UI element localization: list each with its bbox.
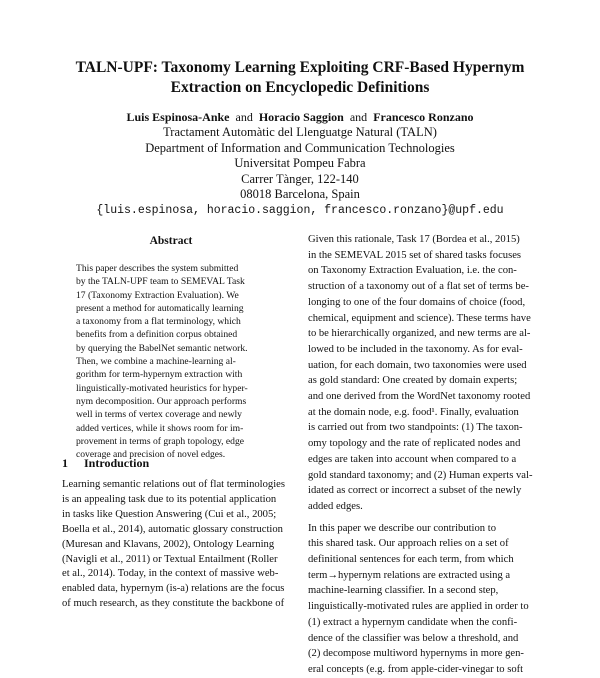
col2-para2-line: (2) decompose multiword hypernyms in more gen- — [308, 648, 524, 660]
author-3: Francesco Ronzano — [373, 110, 474, 124]
col2-para2-line: linguistically-motivated rules are applied in order to — [308, 601, 529, 613]
introduction-body — [62, 478, 290, 612]
col2-para1-line: longing to one of the four domains of choice (food, — [308, 296, 526, 308]
intro-line: enabled data, hypernym (is-a) relations are the focus — [62, 583, 285, 595]
section-heading-introduction — [62, 456, 149, 471]
col2-para1-line: added edges. — [308, 500, 363, 512]
affiliation-line: 08018 Barcelona, Spain — [240, 187, 360, 201]
intro-line: (Navigli et al., 2011) or Textual Entailment (Roller — [62, 553, 278, 565]
right-column-body — [308, 232, 540, 678]
affiliation-line: Universitat Pompeu Fabra — [234, 156, 366, 170]
abstract-line: This paper describes the system submitted — [76, 263, 239, 274]
abstract-line: Then, we combine a machine-learning al- — [76, 356, 236, 368]
section-title: Introduction — [84, 456, 150, 470]
col2-para1-line: lowed to be included in the taxonomy. As for eval- — [308, 343, 523, 355]
author-list — [60, 110, 540, 125]
col2-para1-line: as gold standard: One created by domain experts; — [308, 375, 518, 387]
author-separator-1: and — [235, 110, 253, 124]
author-2: Horacio Saggion — [258, 110, 344, 124]
title-line-2: Extraction on Encyclopedic Definitions — [170, 79, 430, 96]
col2-para1-line: at the domain node, e.g. food¹. Finally, evaluation — [308, 406, 519, 418]
abstract-line: well in terms of vertex coverage and newly — [76, 409, 242, 421]
affiliation-line: Department of Information and Communication Technologies — [145, 140, 455, 155]
abstract-line: added vertices, while it shows room for im- — [76, 422, 244, 434]
author-separator-2: and — [349, 110, 368, 124]
col2-para2-line: (1) extract a hypernym candidate when the confi- — [308, 616, 518, 628]
affiliation-line: Carrer Tànger, 122-140 — [241, 171, 359, 186]
affiliation-block — [60, 125, 540, 218]
abstract-line: 17 (Taxonomy Extraction Evaluation). We — [76, 289, 239, 301]
abstract-line: by querying the BabelNet semantic network. — [76, 342, 248, 354]
section-number: 1 — [62, 456, 68, 470]
abstract-line: nym decomposition. Our approach performs — [76, 395, 247, 407]
col2-para1-line: Given this rationale, Task 17 (Bordea et al., 2015) — [308, 234, 520, 245]
col2-para2-line: dence of the classifier was below a threshold, and — [308, 632, 519, 644]
intro-line: in tasks like Question Answering (Cui et al., 2005; — [62, 508, 277, 520]
col2-para1-line: edges are taken into account when compared to a — [308, 453, 517, 465]
col2-para1-line: omy topology and the rate of replicated nodes and — [308, 438, 521, 450]
intro-line: Boella et al., 2014), automatic glossary construction — [62, 523, 283, 535]
paper-title — [60, 58, 540, 98]
author-1: Luis Espinosa-Anke — [126, 110, 230, 124]
col2-para1-line: on Taxonomy Extraction Evaluation, i.e. the con- — [308, 265, 517, 277]
abstract-line: by the TALN-UPF team to SEMEVAL Task — [76, 276, 245, 288]
col2-para1-line: gold standard taxonomy; and (2) Human experts val- — [308, 469, 533, 481]
col2-para1-line: chemical, equipment and science). These terms have — [308, 312, 531, 324]
abstract-body — [76, 262, 272, 461]
abstract-line: provement in terms of graph topology, edge — [76, 435, 245, 447]
col2-para1-line: and one derived from the WordNet taxonomy rooted — [308, 391, 531, 403]
abstract-heading: Abstract — [149, 235, 193, 247]
col2-para1-line: idated as correct or incorrect a subset of the newly — [308, 485, 522, 497]
col2-para1-line: uation, for each domain, two taxonomies were used — [308, 359, 527, 371]
abstract-line: coverage and precision of novel edges. — [76, 449, 226, 461]
col2-para2-line: machine-learning classifier. In a second step, — [308, 585, 499, 597]
col2-para1-line: in the SEMEVAL 2015 set of shared tasks focuses — [308, 249, 522, 261]
col2-para1-line: struction of a taxonomy out of a flat set of terms be- — [308, 281, 529, 293]
intro-line: of much research, as they constitute the backbone of — [62, 598, 285, 610]
col2-para2-line: this shared task. Our approach relies on a set of — [308, 538, 509, 550]
col2-para1-line: to be hierarchically organized, and new terms are al- — [308, 328, 531, 340]
abstract-line: present a method for automatically learning — [76, 302, 244, 314]
col2-para2-line: eral concepts (e.g. from apple-cider-vinegar to soft — [308, 663, 524, 675]
col2-para2-line: In this paper we describe our contribution to — [308, 522, 496, 534]
abstract-line: gorithm for term-hypernym extraction with — [76, 369, 243, 381]
intro-line: (Muresan and Klavans, 2002), Ontology Learning — [62, 538, 275, 550]
intro-line: is an appealing task due to its potential application — [62, 493, 277, 505]
intro-line: et al., 2014). Today, in the context of massive web- — [62, 568, 279, 580]
abstract-line: benefits from a definition corpus obtained — [76, 329, 238, 341]
col2-para2-line: term→hypernym relations are extracted using a — [308, 569, 511, 581]
abstract-line: linguistically-motivated heuristics for hyper- — [76, 382, 248, 394]
col2-para2-line: definitional sentences for each term, from which — [308, 554, 514, 566]
affiliation-line: Tractament Automàtic del Llenguatge Natural (TALN) — [163, 125, 437, 139]
col2-para1-line: is carried out from two standpoints: (1) The taxon- — [308, 422, 523, 434]
title-line-1: TALN-UPF: Taxonomy Learning Exploiting CRF-Based Hypernym — [75, 59, 525, 76]
author-email: {luis.espinosa, horacio.saggion, francesco.ronzano}@upf.edu — [96, 203, 504, 217]
intro-line: Learning semantic relations out of flat terminologies — [62, 479, 285, 490]
abstract-line: a taxonomy from a flat terminology, which — [76, 316, 241, 328]
